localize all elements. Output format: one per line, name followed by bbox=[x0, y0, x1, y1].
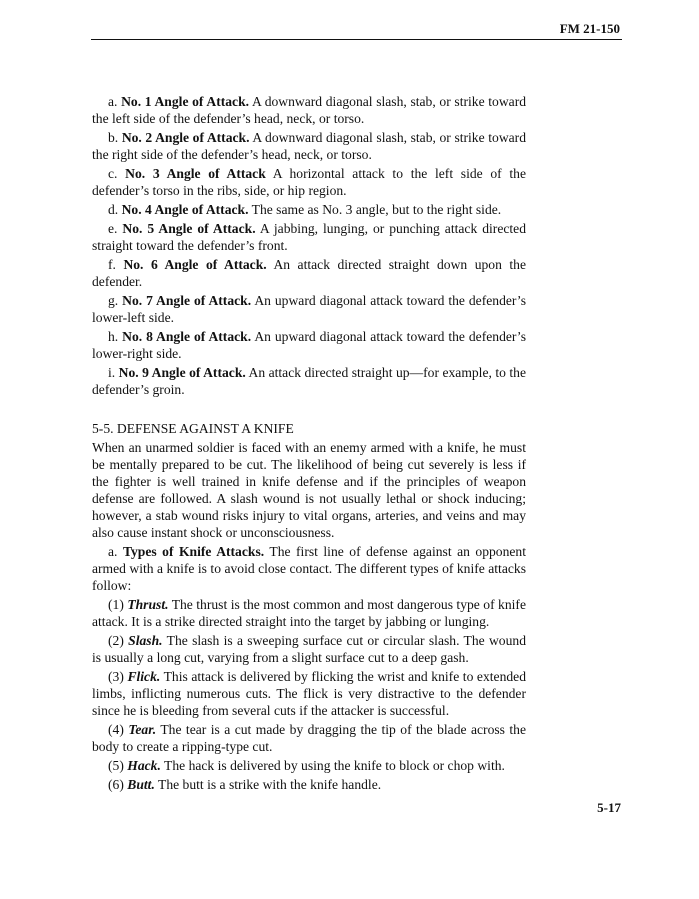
attack-number: (4) bbox=[108, 722, 124, 737]
attack-text: The hack is delivered by using the knife to block or chop with. bbox=[164, 758, 505, 773]
knife-attack-list bbox=[92, 596, 526, 793]
angle-term: No. 4 Angle of Attack. bbox=[121, 202, 249, 217]
angle-paragraph bbox=[92, 201, 526, 218]
subsection-paragraph bbox=[92, 543, 526, 594]
angle-paragraph bbox=[92, 165, 526, 199]
paragraph-letter: a. bbox=[108, 544, 118, 559]
angle-paragraph bbox=[92, 129, 526, 163]
attack-number: (3) bbox=[108, 669, 124, 684]
attack-term: Flick. bbox=[127, 669, 161, 684]
paragraph-letter: d. bbox=[108, 202, 119, 217]
angle-text: A jabbing, lunging, or punching attack directed straight toward the defender’s front. bbox=[92, 221, 527, 253]
angle-term: No. 2 Angle of Attack. bbox=[121, 130, 250, 145]
attack-number: (5) bbox=[108, 758, 124, 773]
angle-text: An attack directed straight up—for example, to the defender’s groin. bbox=[92, 365, 526, 397]
attack-text: This attack is delivered by flicking the wrist and knife to extended limbs, inflicting numerous cuts. The flick is very distractive to the defender since he is bleeding from several cuts if the attacker is successful. bbox=[92, 669, 526, 718]
attack-number: (1) bbox=[108, 597, 124, 612]
angle-term: No. 8 Angle of Attack. bbox=[122, 329, 252, 344]
paragraph-letter: i. bbox=[108, 365, 116, 380]
paragraph-letter: h. bbox=[108, 329, 119, 344]
angle-term: No. 9 Angle of Attack. bbox=[118, 365, 246, 380]
angle-text: A downward diagonal slash, stab, or strike toward the left side of the defender’s head, neck, or torso. bbox=[92, 94, 527, 126]
subsection-text: The first line of defense against an opponent armed with a knife is to avoid close contact. The different types of knife attacks follow: bbox=[92, 544, 526, 593]
angle-term: No. 1 Angle of Attack. bbox=[121, 94, 250, 109]
header-rule bbox=[91, 39, 622, 40]
angle-text: An upward diagonal attack toward the defender’s lower-right side. bbox=[92, 329, 527, 361]
paragraph-letter: c. bbox=[108, 166, 118, 181]
attack-number: (6) bbox=[108, 777, 124, 792]
subsection-term: Types of Knife Attacks. bbox=[122, 544, 265, 559]
angle-text: A horizontal attack to the left side of the defender’s torso in the ribs, side, or hip region. bbox=[92, 166, 526, 198]
attack-term: Butt. bbox=[127, 777, 155, 792]
attack-number: (2) bbox=[108, 633, 124, 648]
attack-paragraph bbox=[92, 668, 526, 719]
angle-paragraph bbox=[92, 364, 526, 398]
attack-term: Tear. bbox=[128, 722, 157, 737]
attack-term: Hack. bbox=[127, 758, 161, 773]
page-number: 5-17 bbox=[597, 800, 621, 815]
section-heading: 5-5. DEFENSE AGAINST A KNIFE bbox=[92, 421, 294, 436]
angle-paragraph bbox=[92, 256, 526, 290]
angle-paragraph bbox=[92, 220, 526, 254]
attack-paragraph bbox=[92, 776, 526, 793]
angle-text: An upward diagonal attack toward the defender’s lower-left side. bbox=[92, 293, 527, 325]
angle-paragraph bbox=[92, 93, 526, 127]
angle-paragraph bbox=[92, 292, 526, 326]
angle-term: No. 5 Angle of Attack. bbox=[122, 221, 256, 236]
angle-text: The same as No. 3 angle, but to the right side. bbox=[251, 202, 502, 217]
page-body bbox=[92, 93, 526, 795]
attack-text: The thrust is the most common and most dangerous type of knife attack. It is a strike directed straight into the target by jabbing or lunging. bbox=[92, 597, 526, 629]
attack-term: Slash. bbox=[128, 633, 163, 648]
paragraph-letter: b. bbox=[108, 130, 119, 145]
angle-term: No. 7 Angle of Attack. bbox=[122, 293, 252, 308]
attack-paragraph bbox=[92, 757, 526, 774]
angles-of-attack-list bbox=[92, 93, 526, 398]
paragraph-letter: f. bbox=[108, 257, 116, 272]
angle-paragraph bbox=[92, 328, 526, 362]
paragraph-letter: e. bbox=[108, 221, 118, 236]
attack-paragraph bbox=[92, 632, 526, 666]
angle-text: A downward diagonal slash, stab, or strike toward the right side of the defender’s head, neck, or torso. bbox=[92, 130, 526, 162]
section-intro: When an unarmed soldier is faced with an enemy armed with a knife, he must be mentally prepared to be cut. The likelihood of being cut severely is less if the fighter is well trained in knife defense and if the principles of weapon defense are followed. A slash wound is not usually lethal or shock inducing; however, a stab wound risks injury to vital organs, arteries, and veins and may also cause instant shock or unconsciousness. bbox=[92, 440, 526, 540]
angle-term: No. 6 Angle of Attack. bbox=[123, 257, 267, 272]
document-id: FM 21-150 bbox=[559, 21, 620, 36]
paragraph-letter: g. bbox=[108, 293, 119, 308]
attack-text: The tear is a cut made by dragging the tip of the blade across the body to create a ripping-type cut. bbox=[92, 722, 526, 754]
attack-paragraph bbox=[92, 596, 526, 630]
paragraph-letter: a. bbox=[108, 94, 118, 109]
angle-text: An attack directed straight down upon the defender. bbox=[92, 257, 526, 289]
attack-paragraph bbox=[92, 721, 526, 755]
attack-text: The slash is a sweeping surface cut or circular slash. The wound is usually a long cut, varying from a slight surface cut to a deep gash. bbox=[92, 633, 526, 665]
angle-term: No. 3 Angle of Attack bbox=[125, 166, 266, 181]
attack-text: The butt is a strike with the knife handle. bbox=[158, 777, 382, 792]
attack-term: Thrust. bbox=[127, 597, 169, 612]
